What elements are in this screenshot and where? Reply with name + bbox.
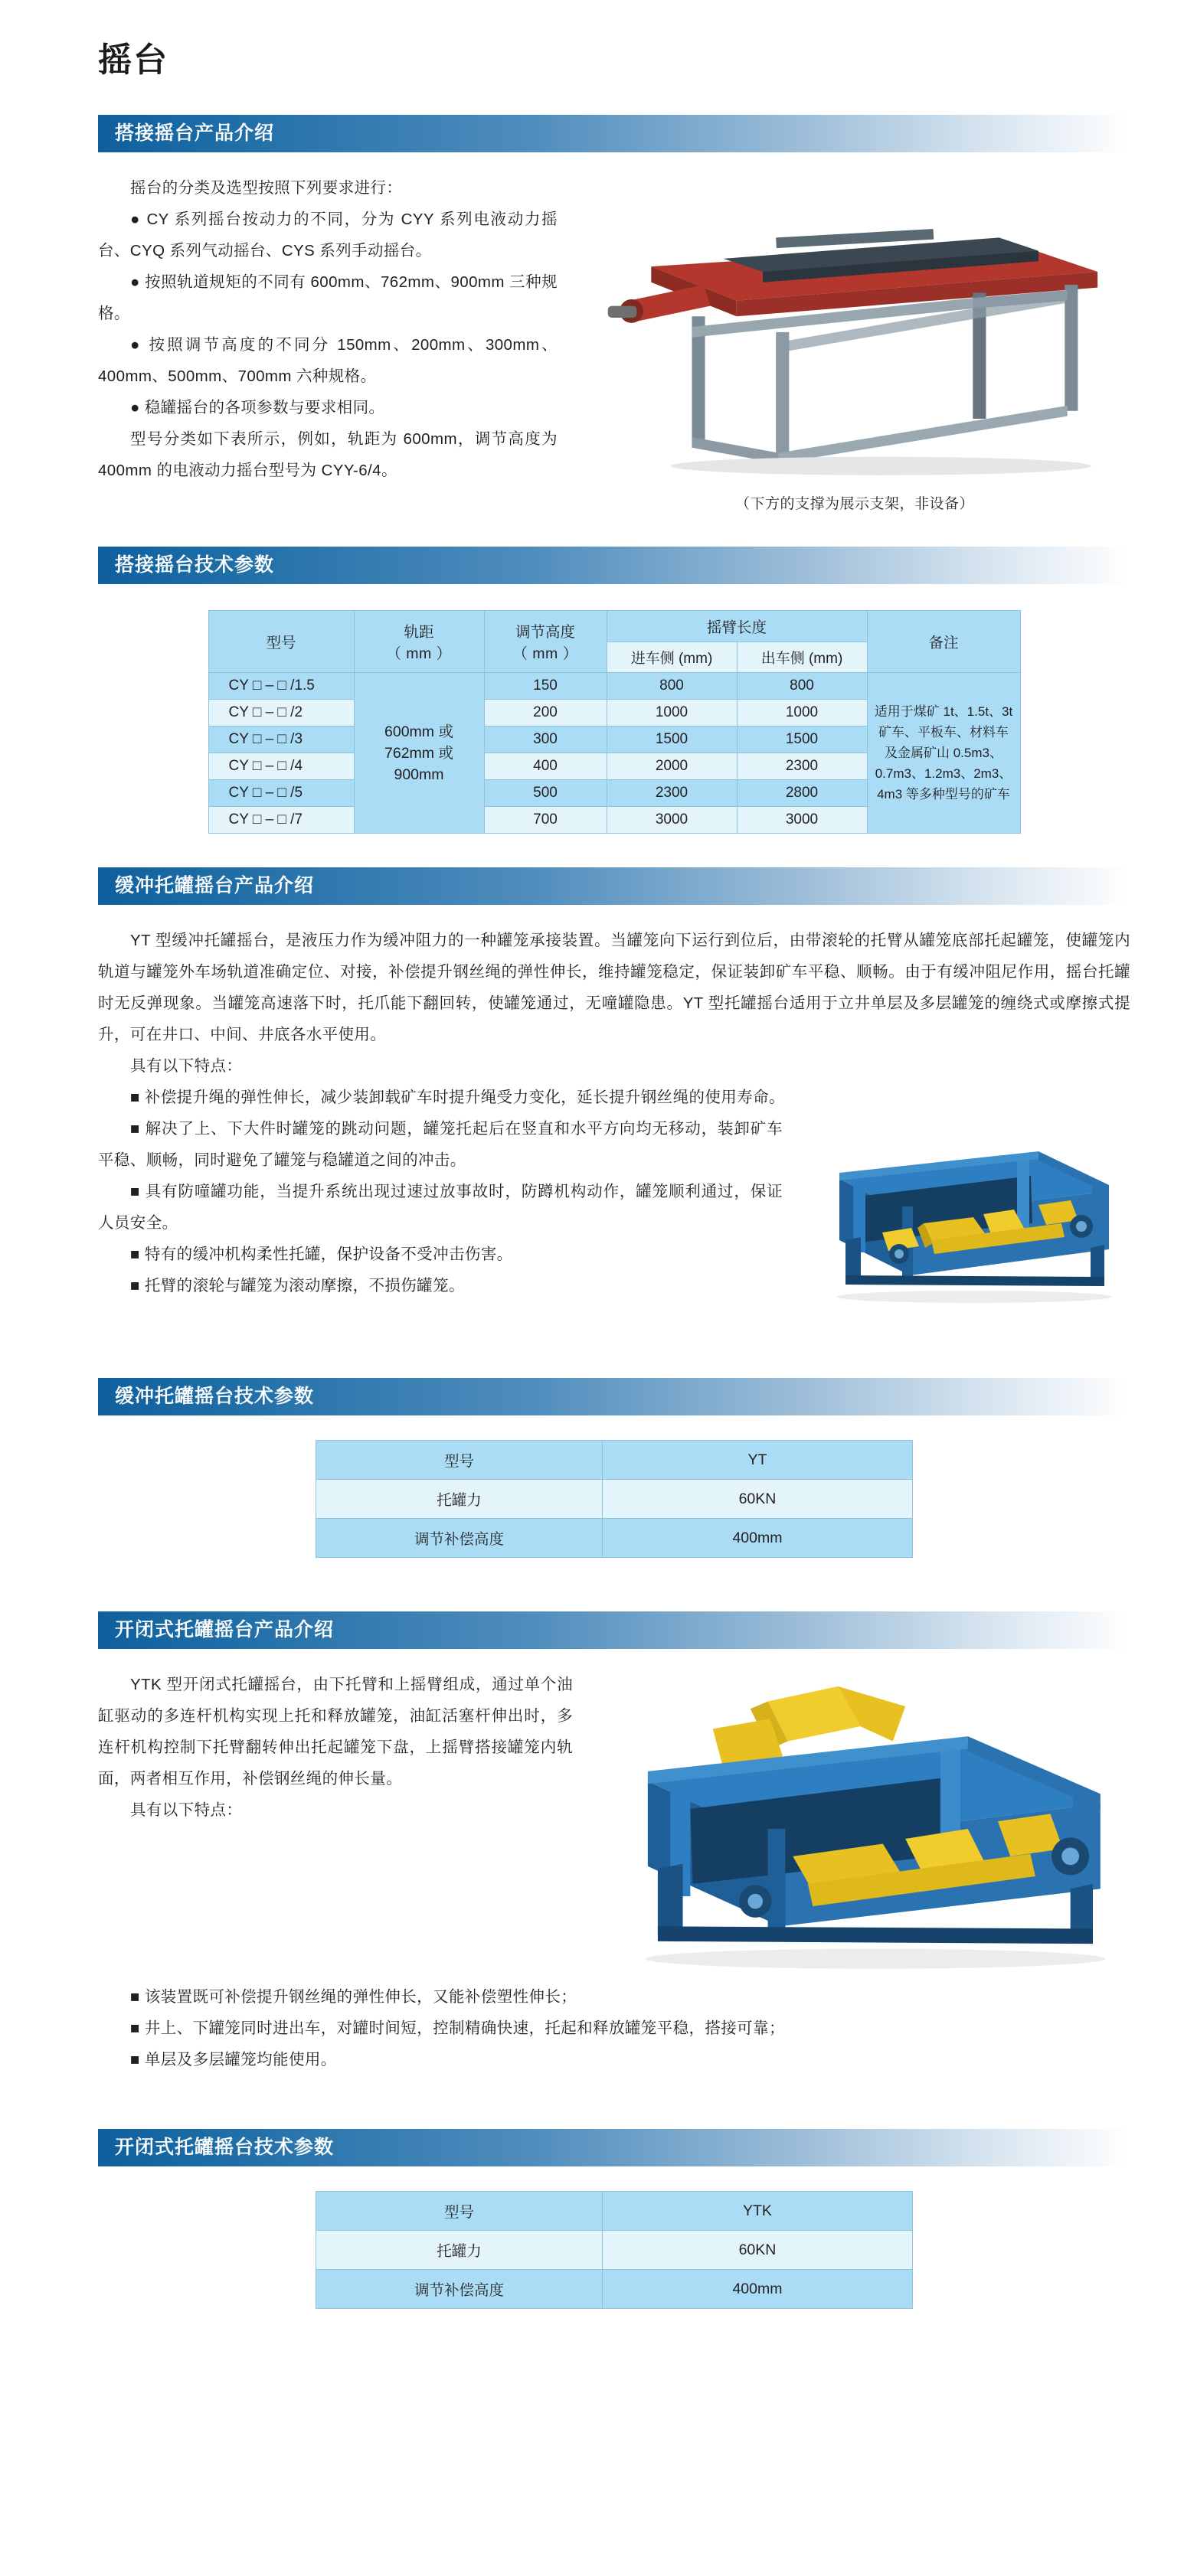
cell-model: CY □ – □ /4	[208, 753, 354, 780]
intro-2-b3: ■ 具有防噇罐功能，当提升系统出现过速过放事故时，防蹲机构动作，罐笼顺利通过，保证人员安全。	[98, 1183, 783, 1232]
th-note: 备注	[867, 611, 1020, 673]
intro-3-text	[98, 1669, 573, 1826]
cell-model: CY □ – □ /7	[208, 807, 354, 834]
photo-dajie-yaotai	[579, 180, 1130, 482]
cell-value: 60KN	[602, 2231, 912, 2270]
cell-label: 型号	[316, 2192, 603, 2231]
section-4-title: 缓冲托罐摇台技术参数	[98, 1378, 1130, 1415]
page-title: 摇台	[98, 41, 168, 79]
table-row	[316, 2270, 913, 2309]
cell-model: CY □ – □ /2	[208, 700, 354, 726]
cell-arm-out: 3000	[737, 807, 867, 834]
section-header-bar-6	[0, 2129, 1184, 2166]
intro-3-p2: 具有以下特点：	[130, 1801, 243, 1820]
th-height-label: 调节高度	[515, 624, 575, 642]
table-ytk-spec	[316, 2191, 913, 2309]
intro-2-p1: YT 型缓冲托罐摇台，是液压力作为缓冲阻力的一种罐笼承接装置。当罐笼向下运行到位后，由带滚轮的托臂从罐笼底部托起罐笼，使罐笼内轨道与罐笼外车场轨道准确定位、对接，补偿提升钢丝绳的弹性伸长，维持罐笼稳定，保证装卸矿车平稳、顺畅。由于有缓冲阻尼作用，摇台托罐时无反弹现象。当罐笼高速落下时，托爪能下翻回转，使罐笼通过，无噇罐隐患。YT 型托罐摇台适用于立井单层及多层罐笼的缠绕式或摩擦式提升，可在井口、中间、井底各水平使用。	[98, 932, 1130, 1044]
cell-label: 调节补偿高度	[316, 2270, 603, 2309]
cell-model: CY □ – □ /3	[208, 726, 354, 753]
intro-3-b2: ■ 井上、下罐笼同时进出车，对罐时间短，控制精确快速，托起和释放罐笼平稳，搭接可靠；	[130, 2019, 785, 2038]
th-height-unit: （ mm ）	[512, 645, 578, 663]
cell-arm-out: 2800	[737, 780, 867, 807]
table-dajie-spec	[208, 610, 1021, 834]
intro-1-p3: ● 按照轨道规矩的不同有 600mm、762mm、900mm 三种规格。	[98, 273, 558, 322]
cell-arm-in: 800	[607, 673, 737, 700]
section-header-bar-5	[0, 1611, 1184, 1649]
cell-arm-in: 2000	[607, 753, 737, 780]
th-gauge-unit: （ mm ）	[386, 645, 452, 663]
cell-value: 60KN	[602, 1480, 912, 1519]
cell-height: 400	[484, 753, 607, 780]
intro-2-b5: ■ 托臂的滚轮与罐笼为滚动摩擦，不损伤罐笼。	[130, 1277, 465, 1295]
section-5-title: 开闭式托罐摇台产品介绍	[98, 1611, 1130, 1649]
cell-label: 调节补偿高度	[316, 1519, 603, 1558]
cell-arm-in: 3000	[607, 807, 737, 834]
cell-height: 150	[484, 673, 607, 700]
section-header-bar-4	[0, 1378, 1184, 1415]
cell-arm-in: 1000	[607, 700, 737, 726]
intro-2-p2: 具有以下特点：	[130, 1057, 243, 1076]
th-height	[484, 611, 607, 673]
intro-1-p6: 型号分类如下表所示，例如，轨距为 600mm，调节高度为 400mm 的电液动力摇台型号为 CYY-6/4。	[98, 430, 558, 479]
table-row	[208, 673, 1020, 700]
th-gauge-label: 轨距	[404, 624, 434, 642]
cell-note: 适用于煤矿 1t、1.5t、3t 矿车、平板车、材料车及金属矿山 0.5m3、0.7m3、1.2m3、2m3、4m3 等多种型号的矿车	[867, 673, 1020, 834]
cell-value: 400mm	[602, 1519, 912, 1558]
intro-2-b4: ■ 特有的缓冲机构柔性托罐，保护设备不受冲击伤害。	[130, 1246, 513, 1264]
intro-block-3	[98, 1669, 1130, 1981]
intro-3-b1: ■ 该装置既可补偿提升钢丝绳的弹性伸长，又能补偿塑性伸长；	[130, 1988, 577, 2006]
intro-3-b3: ■ 单层及多层罐笼均能使用。	[130, 2051, 337, 2069]
section-header-bar-3	[0, 867, 1184, 905]
cell-value: YT	[602, 1441, 912, 1480]
cell-arm-in: 2300	[607, 780, 737, 807]
photo-kaibishi-tuoguan-yaotai	[593, 1669, 1130, 1981]
cell-label: 型号	[316, 1441, 603, 1480]
table-header-row-1	[208, 611, 1020, 642]
intro-1-text	[98, 172, 558, 486]
cell-model: CY □ – □ /1.5	[208, 673, 354, 700]
th-arm: 摇臂长度	[607, 611, 867, 642]
cell-arm-out: 1500	[737, 726, 867, 753]
th-arm-in: 进车侧 (mm)	[607, 642, 737, 673]
intro-block-1	[98, 172, 1130, 513]
intro-2-b2: ■ 解决了上、下大件时罐笼的跳动问题，罐笼托起后在竖直和水平方向均无移动，装卸矿车平稳、顺畅，同时避免了罐笼与稳罐道之间的冲击。	[98, 1120, 783, 1170]
intro-3-figure-area	[573, 1669, 1130, 1981]
cell-value: YTK	[602, 2192, 912, 2231]
intro-1-figure-area	[558, 172, 1130, 513]
intro-2-b1: ■ 补偿提升绳的弹性伸长，减少装卸载矿车时提升绳受力变化，延长提升钢丝绳的使用寿命。	[130, 1089, 785, 1107]
intro-1-p5: ● 稳罐摇台的各项参数与要求相同。	[130, 399, 385, 416]
cell-arm-out: 2300	[737, 753, 867, 780]
intro-1-p1: 摇台的分类及选型按照下列要求进行：	[130, 179, 403, 197]
cell-height: 500	[484, 780, 607, 807]
intro-3-p1: YTK 型开闭式托罐摇台，由下托臂和上摇臂组成，通过单个油缸驱动的多连杆机构实现上托和释放罐笼，油缸活塞杆伸出时，多连杆机构控制下托臂翻转伸出托起罐笼下盘，上摇臂搭接罐笼内轨面，两者相互作用，补偿钢丝绳的伸长量。	[98, 1676, 573, 1788]
cell-arm-in: 1500	[607, 726, 737, 753]
th-gauge	[354, 611, 484, 673]
th-model: 型号	[208, 611, 354, 673]
section-6-title: 开闭式托罐摇台技术参数	[98, 2129, 1130, 2166]
table-row	[316, 1480, 913, 1519]
photo-huanchong-tuoguan-yaotai	[809, 1125, 1130, 1317]
cell-label: 托罐力	[316, 2231, 603, 2270]
cell-arm-out: 1000	[737, 700, 867, 726]
intro-block-2	[98, 925, 1130, 1324]
table-row	[316, 2192, 913, 2231]
cell-model: CY □ – □ /5	[208, 780, 354, 807]
cell-height: 300	[484, 726, 607, 753]
section-header-bar-2	[0, 547, 1184, 584]
cell-gauge: 600mm 或 762mm 或 900mm	[354, 673, 484, 834]
th-arm-out: 出车侧 (mm)	[737, 642, 867, 673]
section-3-title: 缓冲托罐摇台产品介绍	[98, 867, 1130, 905]
cell-label: 托罐力	[316, 1480, 603, 1519]
section-2-title: 搭接摇台技术参数	[98, 547, 1130, 584]
cell-height: 700	[484, 807, 607, 834]
intro-1-p2: ● CY 系列摇台按动力的不同，分为 CYY 系列电液动力摇台、CYQ 系列气动摇台、CYS 系列手动摇台。	[98, 211, 558, 260]
cell-height: 200	[484, 700, 607, 726]
intro-1-p4: ● 按照调节高度的不同分 150mm、200mm、300mm、400mm、500mm、700mm 六种规格。	[98, 336, 558, 385]
table-row	[316, 1519, 913, 1558]
table-row	[316, 2231, 913, 2270]
section-1-title: 搭接摇台产品介绍	[98, 115, 1130, 152]
table-row	[316, 1441, 913, 1480]
section-header-bar-1	[0, 115, 1184, 152]
cell-arm-out: 800	[737, 673, 867, 700]
intro-1-figure-caption: （下方的支撑为展示支架，非设备）	[734, 496, 974, 513]
table-yt-spec	[316, 1440, 913, 1558]
cell-value: 400mm	[602, 2270, 912, 2309]
